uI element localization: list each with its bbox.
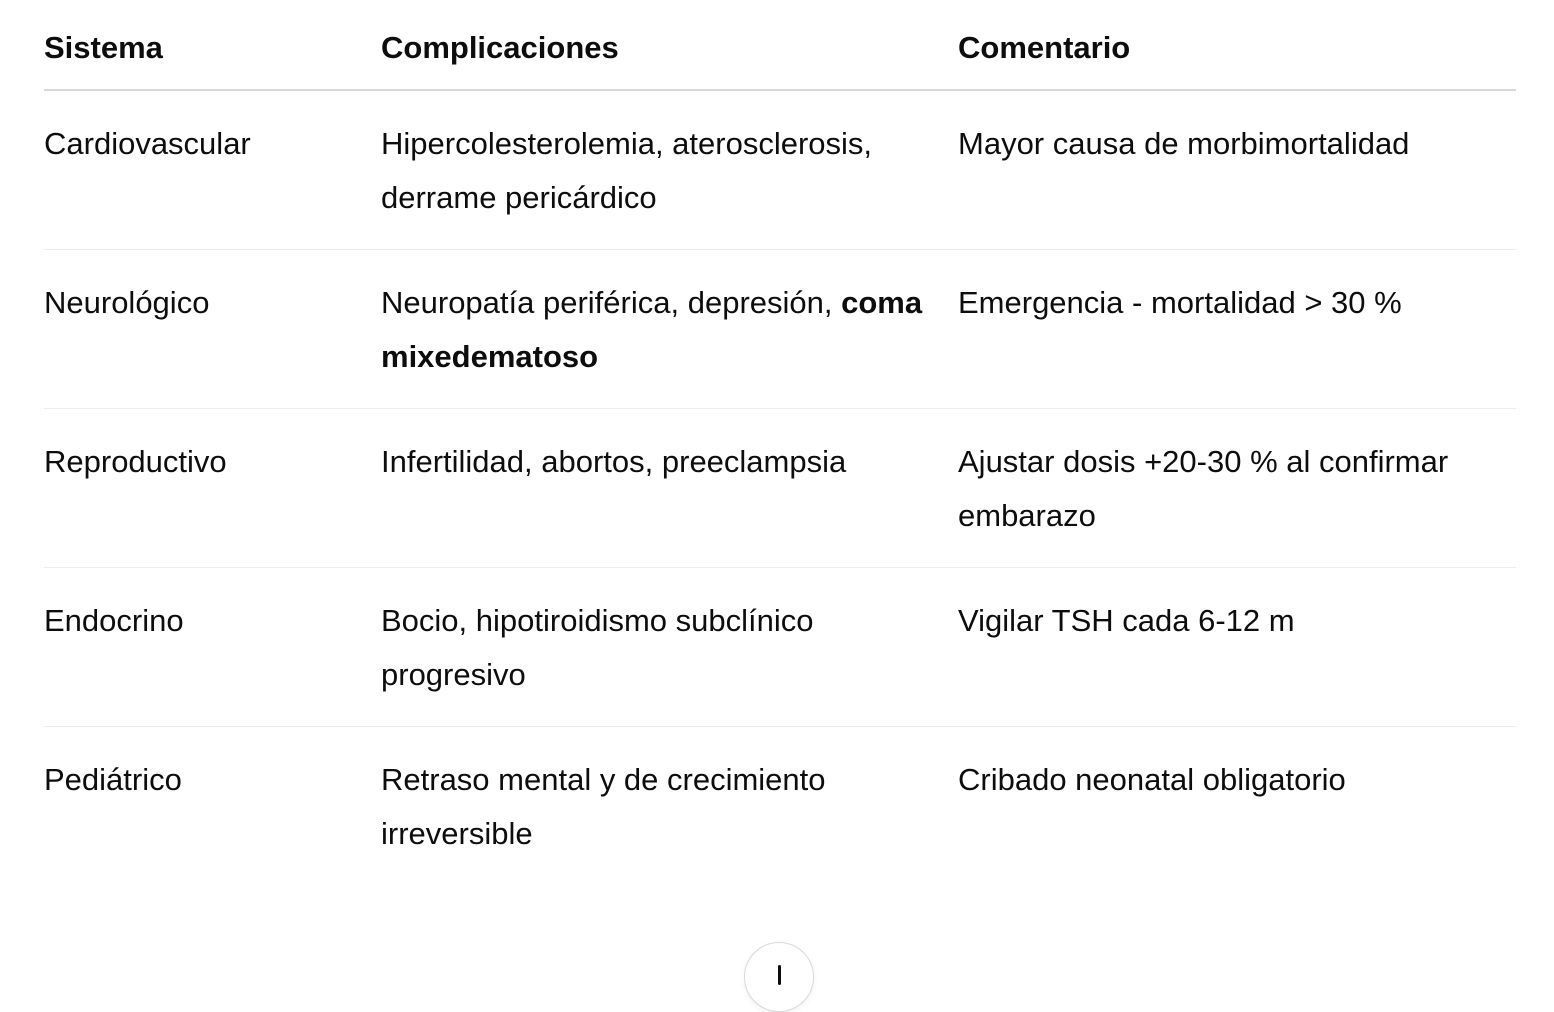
cell-comentario: Mayor causa de morbimortalidad: [958, 90, 1516, 250]
table-row: [44, 409, 1516, 568]
complicaciones-text: Retraso mental y de crecimiento irreversible: [381, 762, 826, 851]
cell-comentario: Cribado neonatal obligatorio: [958, 762, 1346, 797]
table-row: [44, 568, 1516, 727]
table-row: [44, 90, 1516, 250]
cell-complicaciones: [381, 568, 958, 727]
cell-comentario: Ajustar dosis +20-30 % al confirmar embarazo: [958, 409, 1516, 568]
table-header-row: [44, 0, 1516, 90]
cell-sistema: Endocrino: [44, 568, 381, 727]
complicaciones-text: Infertilidad, abortos, preeclampsia: [381, 444, 847, 479]
header-complicaciones: Complicaciones: [381, 0, 958, 90]
header-comentario: Comentario: [958, 0, 1516, 90]
cell-complicaciones: [381, 90, 958, 250]
cell-complicaciones: [381, 409, 958, 568]
cell-sistema: Neurológico: [44, 250, 381, 409]
cell-complicaciones: [381, 250, 958, 409]
complications-table-container: [44, 0, 1516, 885]
cell-sistema: Pediátrico: [44, 762, 182, 797]
cell-sistema: Reproductivo: [44, 409, 381, 568]
cell-sistema: Cardiovascular: [44, 90, 381, 250]
table-row: [44, 250, 1516, 409]
table-row: [44, 727, 1516, 886]
cell-comentario: Vigilar TSH cada 6-12 m: [958, 568, 1516, 727]
complications-table: [44, 0, 1516, 885]
complicaciones-bold-text: coma mixedematoso: [381, 285, 923, 374]
scroll-down-button[interactable]: [744, 942, 814, 1012]
cell-comentario: Emergencia - mortalidad > 30 %: [958, 250, 1516, 409]
arrow-down-icon: [778, 965, 781, 985]
header-sistema: Sistema: [44, 0, 381, 90]
complicaciones-text: Bocio, hipotiroidismo subclínico progresivo: [381, 603, 814, 692]
cell-complicaciones: [381, 727, 958, 886]
complicaciones-text: Neuropatía periférica, depresión,: [381, 285, 842, 320]
complicaciones-text: Hipercolesterolemia, aterosclerosis, derrame pericárdico: [381, 126, 873, 215]
